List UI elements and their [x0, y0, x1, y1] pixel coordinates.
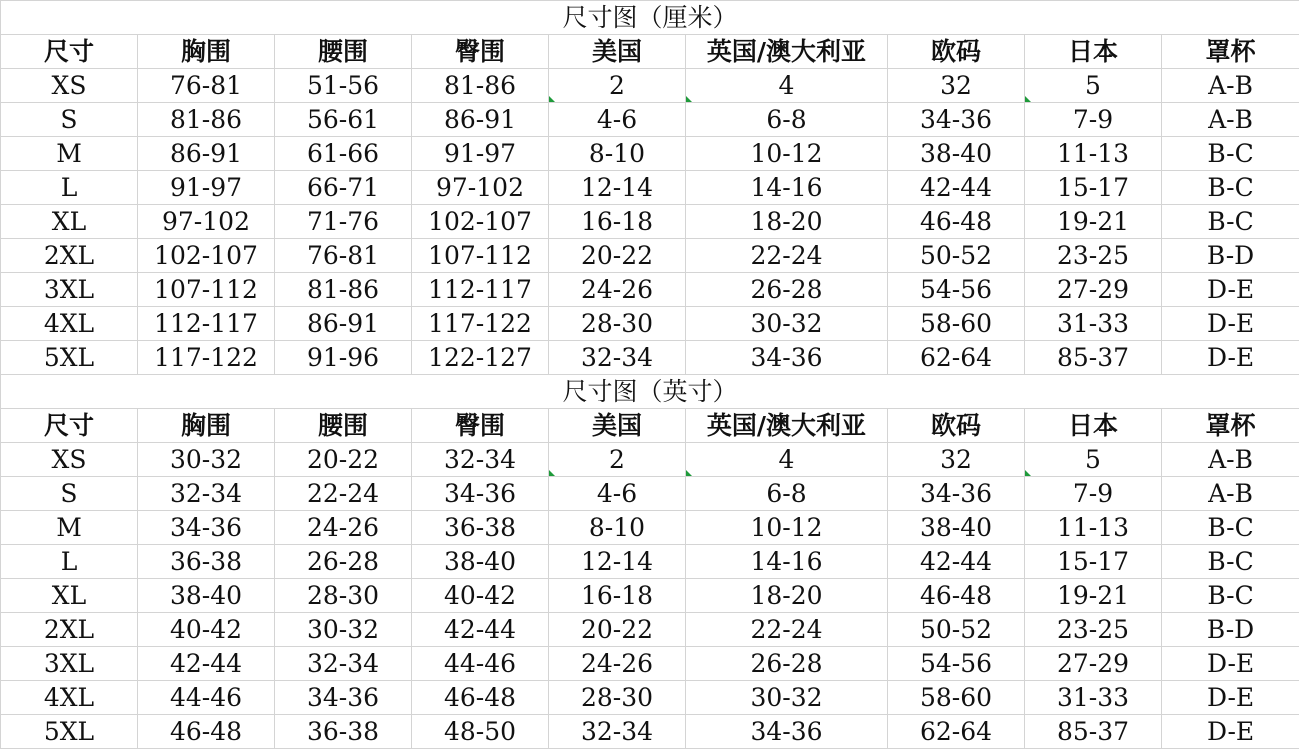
- table-cell[interactable]: D-E: [1162, 647, 1299, 681]
- table-cell[interactable]: 23-25: [1025, 613, 1162, 647]
- table-cell[interactable]: D-E: [1162, 273, 1299, 307]
- header-uk-au[interactable]: 英国/澳大利亚: [686, 35, 888, 69]
- table-cell[interactable]: 40-42: [412, 579, 549, 613]
- table-cell[interactable]: 14-16: [686, 545, 888, 579]
- table-cell[interactable]: B-D: [1162, 613, 1299, 647]
- table-cell[interactable]: 54-56: [888, 647, 1025, 681]
- table-cell[interactable]: B-C: [1162, 511, 1299, 545]
- table-cell[interactable]: 6-8: [686, 477, 888, 511]
- table-cell[interactable]: M: [1, 137, 138, 171]
- table-cell[interactable]: 32: [888, 69, 1025, 103]
- table-cell[interactable]: 107-112: [412, 239, 549, 273]
- table-cell[interactable]: 38-40: [888, 137, 1025, 171]
- table-cell[interactable]: 11-13: [1025, 511, 1162, 545]
- table-cell[interactable]: 50-52: [888, 613, 1025, 647]
- table-cell[interactable]: 32-34: [138, 477, 275, 511]
- table-cell[interactable]: 66-71: [275, 171, 412, 205]
- table-cell[interactable]: 46-48: [138, 715, 275, 749]
- table-cell[interactable]: A-B: [1162, 477, 1299, 511]
- table-row: [1, 307, 1299, 341]
- table-cell[interactable]: 4: [686, 443, 888, 477]
- table-cell[interactable]: 20-22: [549, 613, 686, 647]
- table-cell[interactable]: 46-48: [888, 205, 1025, 239]
- table-cell[interactable]: 19-21: [1025, 205, 1162, 239]
- table-cell[interactable]: L: [1, 545, 138, 579]
- table-cell[interactable]: 58-60: [888, 307, 1025, 341]
- table-cell[interactable]: B-C: [1162, 579, 1299, 613]
- table-cell[interactable]: 16-18: [549, 579, 686, 613]
- header-uk-au[interactable]: 英国/澳大利亚: [686, 409, 888, 443]
- header-jp[interactable]: 日本: [1025, 409, 1162, 443]
- table-cell[interactable]: 42-44: [412, 613, 549, 647]
- table-row: [1, 341, 1299, 375]
- table-cell[interactable]: A-B: [1162, 103, 1299, 137]
- table-row: [1, 103, 1299, 137]
- table-cell[interactable]: B-C: [1162, 171, 1299, 205]
- table-cell[interactable]: 30-32: [686, 681, 888, 715]
- table-cell[interactable]: 16-18: [549, 205, 686, 239]
- table-cell[interactable]: 5: [1025, 69, 1162, 103]
- table-row: [1, 273, 1299, 307]
- header-waist[interactable]: 腰围: [275, 35, 412, 69]
- table-row: [1, 681, 1299, 715]
- table-cell[interactable]: S: [1, 477, 138, 511]
- cm-header-row: [1, 35, 1299, 69]
- table-cell[interactable]: 15-17: [1025, 171, 1162, 205]
- table-cell[interactable]: 3XL: [1, 273, 138, 307]
- table-cell[interactable]: B-C: [1162, 545, 1299, 579]
- table-cell[interactable]: 22-24: [275, 477, 412, 511]
- table-cell[interactable]: 61-66: [275, 137, 412, 171]
- table-cell[interactable]: 30-32: [686, 307, 888, 341]
- table-row: [1, 715, 1299, 749]
- table-cell[interactable]: 4XL: [1, 307, 138, 341]
- table-cell[interactable]: 34-36: [275, 681, 412, 715]
- table-cell[interactable]: 102-107: [138, 239, 275, 273]
- table-cell[interactable]: XS: [1, 69, 138, 103]
- table-cell[interactable]: 85-37: [1025, 341, 1162, 375]
- table-cell[interactable]: 20-22: [549, 239, 686, 273]
- table-cell[interactable]: 97-102: [138, 205, 275, 239]
- table-cell[interactable]: D-E: [1162, 307, 1299, 341]
- table-cell[interactable]: 36-38: [138, 545, 275, 579]
- header-bust[interactable]: 胸围: [138, 409, 275, 443]
- table-cell[interactable]: 26-28: [686, 647, 888, 681]
- table-cell[interactable]: 26-28: [275, 545, 412, 579]
- table-cell[interactable]: 32: [888, 443, 1025, 477]
- table-cell[interactable]: 117-122: [412, 307, 549, 341]
- table-cell[interactable]: 56-61: [275, 103, 412, 137]
- table-cell[interactable]: 112-117: [412, 273, 549, 307]
- table-cell[interactable]: 32-34: [275, 647, 412, 681]
- table-row: [1, 443, 1299, 477]
- header-hip[interactable]: 臀围: [412, 35, 549, 69]
- table-cell[interactable]: 30-32: [275, 613, 412, 647]
- cm-table-title[interactable]: 尺寸图（厘米）: [1, 1, 1299, 35]
- table-cell[interactable]: 76-81: [275, 239, 412, 273]
- header-eu[interactable]: 欧码: [888, 409, 1025, 443]
- inch-title-row: [1, 375, 1299, 409]
- table-cell[interactable]: 4-6: [549, 477, 686, 511]
- table-cell[interactable]: 46-48: [412, 681, 549, 715]
- table-cell[interactable]: 71-76: [275, 205, 412, 239]
- header-cup[interactable]: 罩杯: [1162, 35, 1299, 69]
- table-cell[interactable]: XL: [1, 205, 138, 239]
- table-cell[interactable]: 15-17: [1025, 545, 1162, 579]
- table-cell[interactable]: 91-97: [412, 137, 549, 171]
- table-cell[interactable]: 54-56: [888, 273, 1025, 307]
- table-cell[interactable]: 91-96: [275, 341, 412, 375]
- table-cell[interactable]: 107-112: [138, 273, 275, 307]
- table-cell[interactable]: 42-44: [888, 171, 1025, 205]
- table-cell[interactable]: D-E: [1162, 715, 1299, 749]
- table-cell[interactable]: 24-26: [549, 647, 686, 681]
- table-cell[interactable]: 20-22: [275, 443, 412, 477]
- table-cell[interactable]: 7-9: [1025, 103, 1162, 137]
- table-cell[interactable]: 2XL: [1, 239, 138, 273]
- table-cell[interactable]: 4: [686, 69, 888, 103]
- table-cell[interactable]: 12-14: [549, 545, 686, 579]
- table-cell[interactable]: 40-42: [138, 613, 275, 647]
- table-row: [1, 205, 1299, 239]
- header-jp[interactable]: 日本: [1025, 35, 1162, 69]
- table-cell[interactable]: 34-36: [888, 477, 1025, 511]
- table-cell[interactable]: 34-36: [686, 341, 888, 375]
- table-cell[interactable]: 58-60: [888, 681, 1025, 715]
- table-cell[interactable]: 62-64: [888, 715, 1025, 749]
- table-cell[interactable]: 31-33: [1025, 307, 1162, 341]
- table-cell[interactable]: 26-28: [686, 273, 888, 307]
- table-cell[interactable]: S: [1, 103, 138, 137]
- table-row: [1, 69, 1299, 103]
- table-cell[interactable]: 36-38: [412, 511, 549, 545]
- table-cell[interactable]: 51-56: [275, 69, 412, 103]
- table-row: [1, 171, 1299, 205]
- table-cell[interactable]: L: [1, 171, 138, 205]
- table-cell[interactable]: 38-40: [888, 511, 1025, 545]
- table-cell[interactable]: M: [1, 511, 138, 545]
- table-row: [1, 545, 1299, 579]
- table-cell[interactable]: 22-24: [686, 239, 888, 273]
- table-cell[interactable]: 8-10: [549, 511, 686, 545]
- table-cell[interactable]: 112-117: [138, 307, 275, 341]
- table-row: [1, 613, 1299, 647]
- table-cell[interactable]: 34-36: [888, 103, 1025, 137]
- header-cup[interactable]: 罩杯: [1162, 409, 1299, 443]
- table-cell[interactable]: 23-25: [1025, 239, 1162, 273]
- table-cell[interactable]: 7-9: [1025, 477, 1162, 511]
- table-cell[interactable]: 34-36: [138, 511, 275, 545]
- header-hip[interactable]: 臀围: [412, 409, 549, 443]
- table-cell[interactable]: D-E: [1162, 681, 1299, 715]
- table-cell[interactable]: 81-86: [138, 103, 275, 137]
- table-cell[interactable]: 117-122: [138, 341, 275, 375]
- table-cell[interactable]: 18-20: [686, 579, 888, 613]
- table-cell[interactable]: 2: [549, 443, 686, 477]
- table-cell[interactable]: 10-12: [686, 137, 888, 171]
- table-cell[interactable]: 76-81: [138, 69, 275, 103]
- header-us[interactable]: 美国: [549, 409, 686, 443]
- header-eu[interactable]: 欧码: [888, 35, 1025, 69]
- table-cell[interactable]: 27-29: [1025, 647, 1162, 681]
- table-cell[interactable]: 10-12: [686, 511, 888, 545]
- table-cell[interactable]: XL: [1, 579, 138, 613]
- table-cell[interactable]: 86-91: [138, 137, 275, 171]
- table-row: [1, 477, 1299, 511]
- table-cell[interactable]: 24-26: [549, 273, 686, 307]
- table-cell[interactable]: 5XL: [1, 715, 138, 749]
- table-cell[interactable]: 38-40: [138, 579, 275, 613]
- table-row: [1, 579, 1299, 613]
- table-cell[interactable]: XS: [1, 443, 138, 477]
- table-cell[interactable]: 44-46: [412, 647, 549, 681]
- table-cell[interactable]: 42-44: [138, 647, 275, 681]
- table-cell[interactable]: D-E: [1162, 341, 1299, 375]
- table-cell[interactable]: 19-21: [1025, 579, 1162, 613]
- inch-table-title[interactable]: 尺寸图（英寸）: [1, 375, 1299, 409]
- table-cell[interactable]: 28-30: [549, 307, 686, 341]
- table-cell[interactable]: 24-26: [275, 511, 412, 545]
- table-cell[interactable]: 6-8: [686, 103, 888, 137]
- table-cell[interactable]: A-B: [1162, 443, 1299, 477]
- table-cell[interactable]: 14-16: [686, 171, 888, 205]
- table-cell[interactable]: 3XL: [1, 647, 138, 681]
- table-cell[interactable]: 8-10: [549, 137, 686, 171]
- table-cell[interactable]: 27-29: [1025, 273, 1162, 307]
- table-cell[interactable]: 46-48: [888, 579, 1025, 613]
- table-cell[interactable]: 44-46: [138, 681, 275, 715]
- table-cell[interactable]: 42-44: [888, 545, 1025, 579]
- table-cell[interactable]: 85-37: [1025, 715, 1162, 749]
- table-cell[interactable]: A-B: [1162, 69, 1299, 103]
- table-row: [1, 511, 1299, 545]
- table-cell[interactable]: B-C: [1162, 205, 1299, 239]
- table-cell[interactable]: 81-86: [412, 69, 549, 103]
- header-size[interactable]: 尺寸: [1, 409, 138, 443]
- table-cell[interactable]: 86-91: [412, 103, 549, 137]
- table-cell[interactable]: 34-36: [686, 715, 888, 749]
- table-cell[interactable]: 91-97: [138, 171, 275, 205]
- table-cell[interactable]: 11-13: [1025, 137, 1162, 171]
- header-us[interactable]: 美国: [549, 35, 686, 69]
- table-row: [1, 239, 1299, 273]
- table-cell[interactable]: 102-107: [412, 205, 549, 239]
- header-waist[interactable]: 腰围: [275, 409, 412, 443]
- table-cell[interactable]: 4XL: [1, 681, 138, 715]
- table-cell[interactable]: 81-86: [275, 273, 412, 307]
- inch-header-row: [1, 409, 1299, 443]
- table-cell[interactable]: 34-36: [412, 477, 549, 511]
- table-cell[interactable]: 30-32: [138, 443, 275, 477]
- table-cell[interactable]: 28-30: [549, 681, 686, 715]
- table-cell[interactable]: 62-64: [888, 341, 1025, 375]
- table-cell[interactable]: 32-34: [549, 715, 686, 749]
- table-cell[interactable]: 32-34: [412, 443, 549, 477]
- cm-title-row: [1, 1, 1299, 35]
- header-bust[interactable]: 胸围: [138, 35, 275, 69]
- table-cell[interactable]: 50-52: [888, 239, 1025, 273]
- table-cell[interactable]: B-C: [1162, 137, 1299, 171]
- table-cell[interactable]: B-D: [1162, 239, 1299, 273]
- table-cell[interactable]: 4-6: [549, 103, 686, 137]
- table-cell[interactable]: 28-30: [275, 579, 412, 613]
- table-cell[interactable]: 38-40: [412, 545, 549, 579]
- table-cell[interactable]: 122-127: [412, 341, 549, 375]
- table-cell[interactable]: 12-14: [549, 171, 686, 205]
- table-row: [1, 647, 1299, 681]
- table-cell[interactable]: 5XL: [1, 341, 138, 375]
- table-cell[interactable]: 5: [1025, 443, 1162, 477]
- table-row: [1, 137, 1299, 171]
- table-cell[interactable]: 31-33: [1025, 681, 1162, 715]
- table-cell[interactable]: 97-102: [412, 171, 549, 205]
- table-cell[interactable]: 36-38: [275, 715, 412, 749]
- table-cell[interactable]: 22-24: [686, 613, 888, 647]
- table-cell[interactable]: 48-50: [412, 715, 549, 749]
- header-size[interactable]: 尺寸: [1, 35, 138, 69]
- table-cell[interactable]: 2XL: [1, 613, 138, 647]
- table-cell[interactable]: 18-20: [686, 205, 888, 239]
- table-cell[interactable]: 32-34: [549, 341, 686, 375]
- table-cell[interactable]: 2: [549, 69, 686, 103]
- table-cell[interactable]: 86-91: [275, 307, 412, 341]
